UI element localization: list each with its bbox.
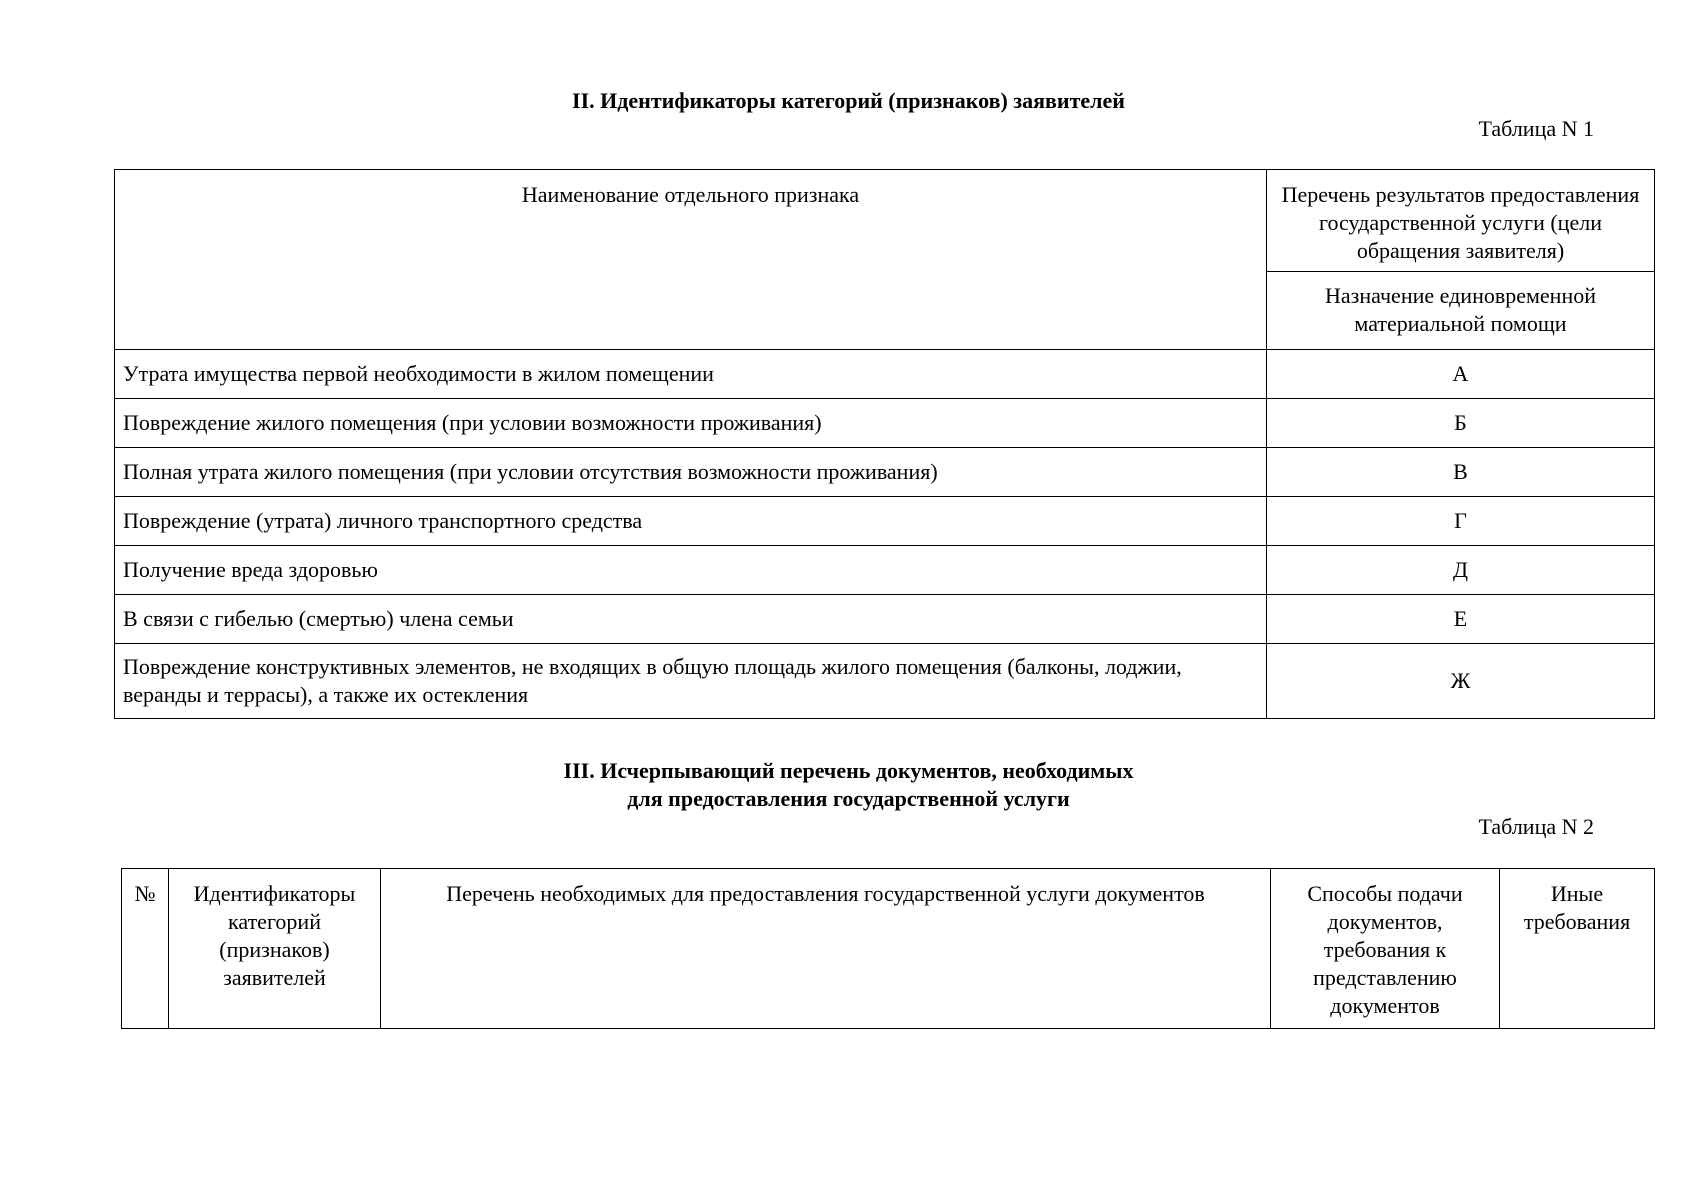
table-row — [115, 350, 1655, 399]
feature-name-header: Наименование отдельного признака — [115, 170, 1267, 350]
feature-code-cell: Ж — [1267, 644, 1655, 719]
feature-code-cell: Д — [1267, 546, 1655, 595]
feature-name-cell: Повреждение конструктивных элементов, не входящих в общую площадь жилого помещения (балконы, лоджии, веранды и террасы), а также их остекления — [115, 644, 1267, 719]
table-row — [115, 644, 1655, 719]
required-documents-table — [121, 868, 1655, 1029]
table-row — [115, 595, 1655, 644]
table-row — [115, 399, 1655, 448]
category-identifiers-header: Идентификаторы категорий (признаков) заявителей — [169, 869, 381, 1029]
table-1-header-row — [115, 170, 1655, 272]
one-time-aid-header: Назначение единовременной материальной помощи — [1267, 272, 1655, 350]
feature-code-cell: Е — [1267, 595, 1655, 644]
feature-code-cell: Г — [1267, 497, 1655, 546]
number-header: № — [122, 869, 169, 1029]
documents-list-header: Перечень необходимых для предоставления государственной услуги документов — [381, 869, 1271, 1029]
section-3-heading-line-1: III. Исчерпывающий перечень документов, необходимых — [563, 758, 1134, 783]
table-2-header-row — [122, 869, 1655, 1029]
other-requirements-header: Иные требования — [1500, 869, 1655, 1029]
table-row — [115, 546, 1655, 595]
feature-name-cell: Повреждение (утрата) личного транспортного средства — [115, 497, 1267, 546]
section-3-heading-line-2: для предоставления государственной услуги — [627, 786, 1070, 811]
feature-name-cell: В связи с гибелью (смертью) члена семьи — [115, 595, 1267, 644]
feature-name-cell: Получение вреда здоровью — [115, 546, 1267, 595]
submission-methods-header: Способы подачи документов, требования к представлению документов — [1271, 869, 1500, 1029]
table-row — [115, 497, 1655, 546]
feature-name-cell: Утрата имущества первой необходимости в жилом помещении — [115, 350, 1267, 399]
feature-code-cell: Б — [1267, 399, 1655, 448]
feature-name-cell: Полная утрата жилого помещения (при условии отсутствия возможности проживания) — [115, 448, 1267, 497]
feature-code-cell: А — [1267, 350, 1655, 399]
section-2-heading: II. Идентификаторы категорий (признаков) заявителей — [572, 88, 1125, 113]
feature-code-cell: В — [1267, 448, 1655, 497]
feature-name-cell: Повреждение жилого помещения (при условии возможности проживания) — [115, 399, 1267, 448]
table-2-label: Таблица N 2 — [1478, 814, 1594, 839]
table-1-label: Таблица N 1 — [1478, 116, 1594, 141]
table-row — [115, 448, 1655, 497]
applicant-categories-table — [114, 169, 1655, 719]
results-list-header: Перечень результатов предоставления государственной услуги (цели обращения заявителя) — [1267, 170, 1655, 272]
